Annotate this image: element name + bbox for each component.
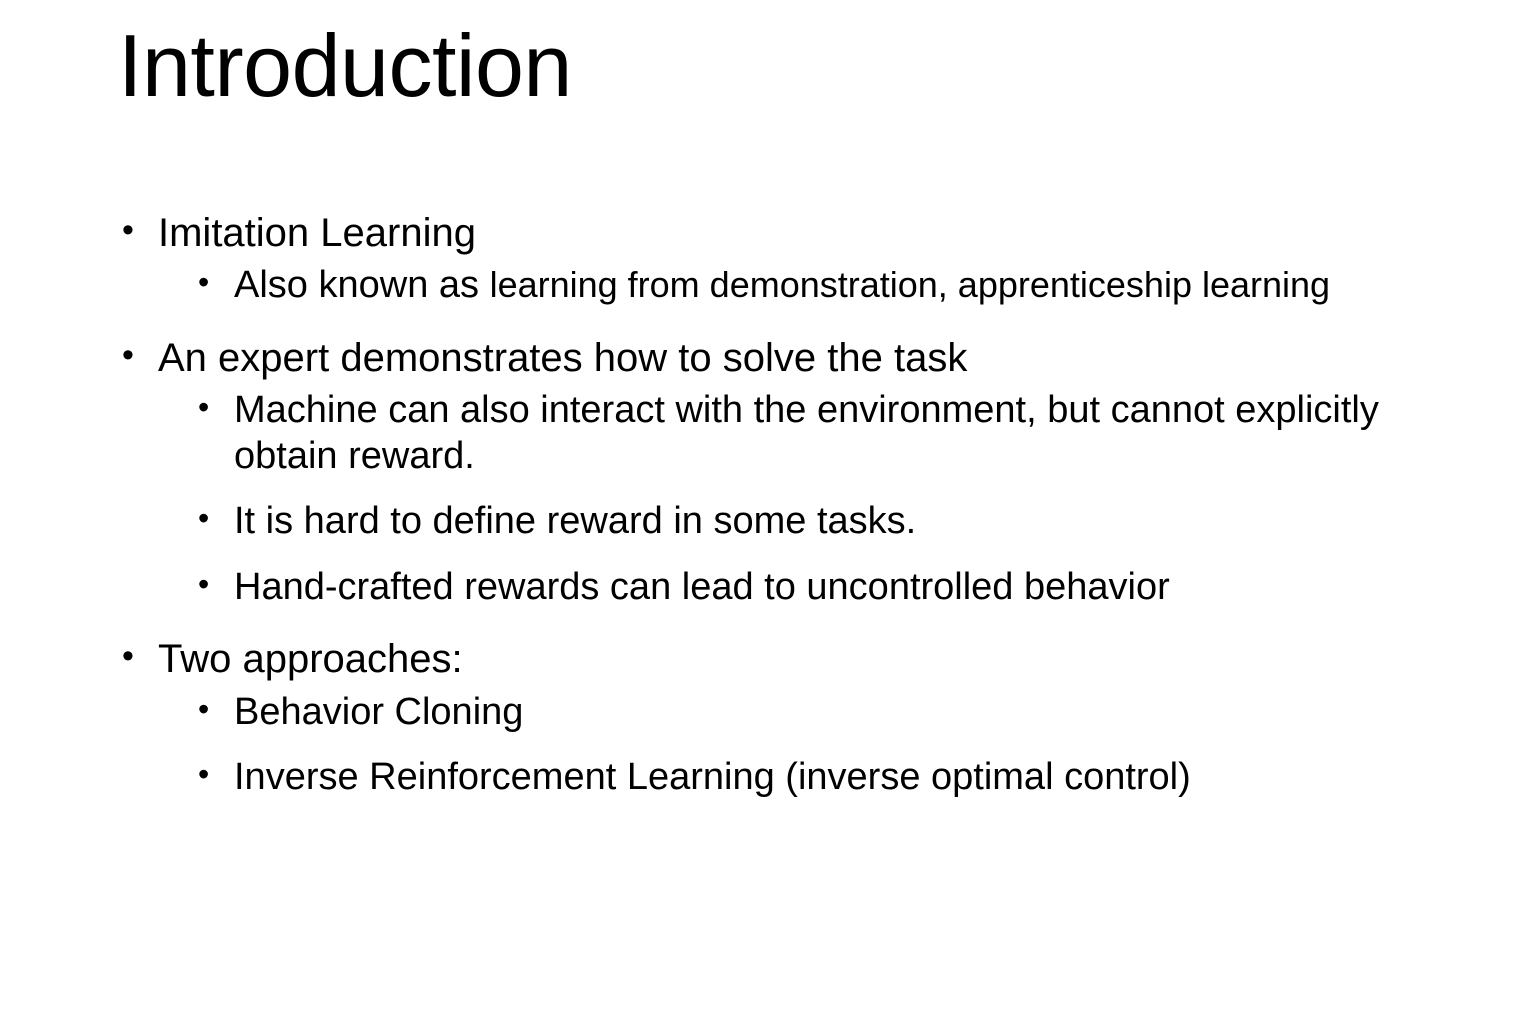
spacer bbox=[110, 313, 1440, 335]
list-item-label: Inverse Reinforcement Learning (inverse optimal control) bbox=[234, 756, 1191, 799]
list-item-label: Two approaches: bbox=[158, 637, 463, 682]
bullet-dot-icon: • bbox=[122, 637, 134, 676]
list-item bbox=[110, 636, 1440, 683]
list-item bbox=[110, 565, 1440, 611]
list-item bbox=[110, 263, 1440, 309]
spacer bbox=[110, 483, 1440, 499]
bullet-dot-icon: • bbox=[198, 500, 210, 537]
slide-body bbox=[110, 210, 1440, 805]
bullet-dot-icon: • bbox=[198, 388, 210, 425]
bullet-dot-icon: • bbox=[198, 565, 210, 602]
page-title: Introduction bbox=[118, 16, 572, 115]
bullet-dot-icon: • bbox=[198, 264, 210, 301]
list-item bbox=[110, 755, 1440, 801]
list-item-label: An expert demonstrates how to solve the task bbox=[158, 335, 968, 380]
list-item bbox=[110, 210, 1440, 257]
list-item-emphasis: learning from demonstration, apprenticeship learning bbox=[489, 264, 1331, 306]
spacer bbox=[110, 549, 1440, 565]
list-item bbox=[110, 388, 1440, 479]
spacer bbox=[110, 614, 1440, 636]
list-item-label: Behavior Cloning bbox=[234, 690, 524, 733]
list-item bbox=[110, 335, 1440, 382]
bullet-dot-icon: • bbox=[198, 690, 210, 727]
bullet-dot-icon: • bbox=[122, 211, 134, 249]
list-item bbox=[110, 499, 1440, 545]
bullet-dot-icon: • bbox=[198, 756, 210, 793]
list-item-label: Hand-crafted rewards can lead to uncontrolled behavior bbox=[234, 565, 1170, 608]
bullet-dot-icon: • bbox=[122, 335, 134, 374]
list-item-label: Also known as bbox=[234, 264, 490, 307]
list-item-label: It is hard to define reward in some tasks. bbox=[234, 500, 917, 543]
list-item-label: Machine can also interact with the environment, but cannot explicitly obtain reward. bbox=[234, 388, 1379, 477]
list-item bbox=[110, 690, 1440, 736]
spacer bbox=[110, 739, 1440, 755]
list-item-label: Imitation Learning bbox=[158, 211, 476, 255]
